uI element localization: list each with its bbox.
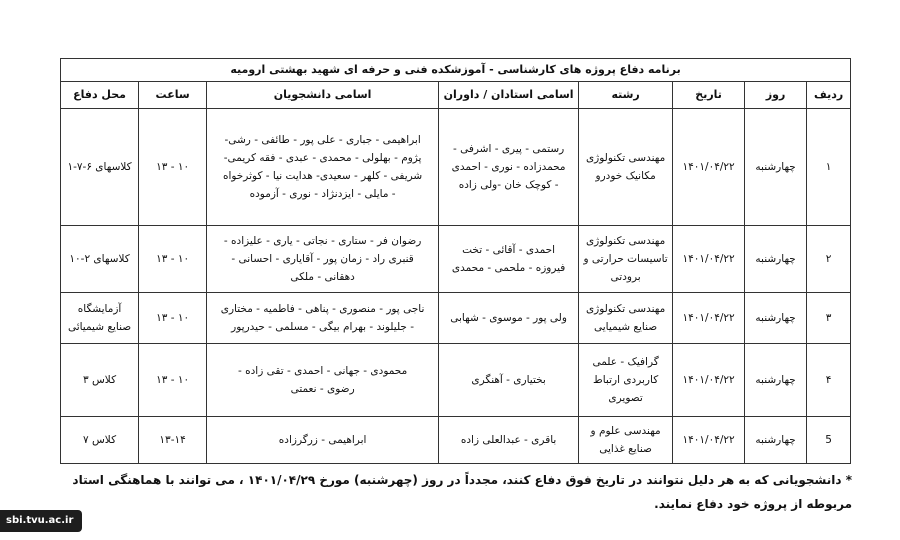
header-date: تاریخ	[673, 82, 745, 109]
professors-line: - کوچک خان -ولی زاده	[458, 179, 559, 191]
cell-students	[207, 344, 439, 417]
cell-row-number: ۴	[807, 344, 851, 417]
field-line: مهندسی تکنولوژی	[585, 235, 666, 247]
cell-professors	[439, 344, 579, 417]
cell-time: ۱۰ - ۱۳	[139, 109, 207, 226]
students-line: قنبری راد - زمان پور - آقایاری - احسانی -	[231, 253, 414, 265]
table-row	[61, 109, 851, 226]
cell-row-number: ۳	[807, 293, 851, 344]
field-line: تصویری	[608, 392, 643, 404]
cell-row-number: ۲	[807, 226, 851, 293]
table-title-row	[61, 59, 851, 82]
table-title: برنامه دفاع پروژه های کارشناسی - آموزشکده فنی و حرفه ای شهید بهشتی ارومیه	[61, 59, 851, 82]
professors-line: احمدی - آقائی - تخت	[462, 244, 556, 256]
students-line: ابراهیمی - زرگرزاده	[278, 434, 367, 446]
cell-day: چهارشنبه	[745, 293, 807, 344]
cell-location: آزمایشگاه صنایع شیمیائی	[61, 293, 139, 344]
header-field: رشته	[579, 82, 673, 109]
professors-line: باقری - عبدالعلی زاده	[460, 434, 557, 446]
cell-time: ۱۰ - ۱۳	[139, 344, 207, 417]
field-line: برودتی	[610, 271, 641, 283]
cell-location: کلاس ۳	[61, 344, 139, 417]
field-line: کاربردی ارتباط	[593, 374, 659, 386]
cell-students	[207, 293, 439, 344]
defense-schedule-table-wrap	[60, 58, 850, 464]
professors-line: ولی پور - موسوی - شهابی	[450, 312, 567, 324]
students-line: محمودی - جهانی - احمدی - تقی زاده -	[238, 365, 408, 377]
field-line: گرافیک - علمی	[592, 356, 659, 368]
cell-date: ۱۴۰۱/۰۴/۲۲	[673, 226, 745, 293]
field-line: تاسیسات حرارتی و	[583, 253, 668, 265]
cell-field	[579, 417, 673, 464]
site-url-badge[interactable]: sbi.tvu.ac.ir	[0, 510, 82, 532]
students-line: ناجی پور - منصوری - پناهی - فاطمیه - مختاری	[220, 303, 425, 315]
cell-time: ۱۰ - ۱۳	[139, 226, 207, 293]
students-line: پژوم - بهلولی - محمدی - عبدی - فقه کریمی-	[223, 152, 422, 164]
cell-date: ۱۴۰۱/۰۴/۲۲	[673, 293, 745, 344]
cell-date: ۱۴۰۱/۰۴/۲۲	[673, 417, 745, 464]
students-line: ابراهیمی - جباری - علی پور - طائفی - رشی-	[224, 134, 421, 146]
table-row	[61, 293, 851, 344]
cell-professors	[439, 226, 579, 293]
footnote: * دانشجویانی که به هر دلیل نتوانند در تاریخ فوق دفاع کنند، مجدداً در روز (چهرشنبه) مورخ ۱۴۰۱/۰۴/۲۹ ، می توانند با هماهنگی استاد مربوطه از پروژه خود دفاع نمایند.	[72, 473, 852, 511]
header-row-number: ردیف	[807, 82, 851, 109]
field-line: صنایع شیمیایی	[594, 321, 658, 333]
professors-line: فیروزه - ملحمی - محمدی	[451, 262, 566, 274]
cell-students	[207, 226, 439, 293]
table-row	[61, 344, 851, 417]
cell-professors	[439, 293, 579, 344]
cell-field	[579, 344, 673, 417]
students-line: شریفی - کلهر - سعیدی- هدایت نیا - کوثرخواه	[222, 170, 423, 182]
cell-location: کلاسهای ۲-۱۰	[61, 226, 139, 293]
field-line: مکانیک خودرو	[595, 170, 656, 182]
defense-schedule-table	[60, 58, 851, 464]
field-line: مهندسی علوم و	[590, 425, 661, 437]
students-line: رضوی - نعمتی	[290, 383, 355, 395]
professors-line: رستمی - پیری - اشرفی -	[452, 143, 565, 155]
cell-location: کلاس ۷	[61, 417, 139, 464]
cell-students	[207, 417, 439, 464]
cell-day: چهارشنبه	[745, 344, 807, 417]
cell-date: ۱۴۰۱/۰۴/۲۲	[673, 344, 745, 417]
table-row	[61, 417, 851, 464]
cell-location: کلاسهای ۶-۷-۱	[61, 109, 139, 226]
header-location: محل دفاع	[61, 82, 139, 109]
cell-day: چهارشنبه	[745, 226, 807, 293]
cell-row-number: ۱	[807, 109, 851, 226]
cell-students	[207, 109, 439, 226]
cell-row-number: 5	[807, 417, 851, 464]
students-line: - جلیلوند - بهرام بیگی - مسلمی - حیدرپور	[231, 321, 415, 333]
cell-field	[579, 226, 673, 293]
header-students: اسامی دانشجویان	[207, 82, 439, 109]
cell-time: ۱۳-۱۴	[139, 417, 207, 464]
professors-line: بختیاری - آهنگری	[471, 374, 546, 386]
cell-day: چهارشنبه	[745, 109, 807, 226]
professors-line: محمدزاده - نوری - احمدی	[451, 161, 566, 173]
header-day: روز	[745, 82, 807, 109]
header-time: ساعت	[139, 82, 207, 109]
field-line: مهندسی تکنولوژی	[585, 303, 666, 315]
students-line: - مایلی - ایزدنژاد - نوری - آزموده	[249, 188, 396, 200]
field-line: مهندسی تکنولوژی	[585, 152, 666, 164]
students-line: رضوان فر - ستاری - نجاتی - یاری - علیزاده -	[223, 235, 422, 247]
cell-day: چهارشنبه	[745, 417, 807, 464]
cell-field	[579, 293, 673, 344]
table-row	[61, 226, 851, 293]
cell-professors	[439, 417, 579, 464]
cell-field	[579, 109, 673, 226]
cell-time: ۱۰ - ۱۳	[139, 293, 207, 344]
table-header-row	[61, 82, 851, 109]
students-line: دهقانی - ملکی	[290, 271, 355, 283]
cell-professors	[439, 109, 579, 226]
header-professors: اسامی استادان / داوران	[439, 82, 579, 109]
field-line: صنایع غذایی	[599, 443, 652, 455]
cell-date: ۱۴۰۱/۰۴/۲۲	[673, 109, 745, 226]
